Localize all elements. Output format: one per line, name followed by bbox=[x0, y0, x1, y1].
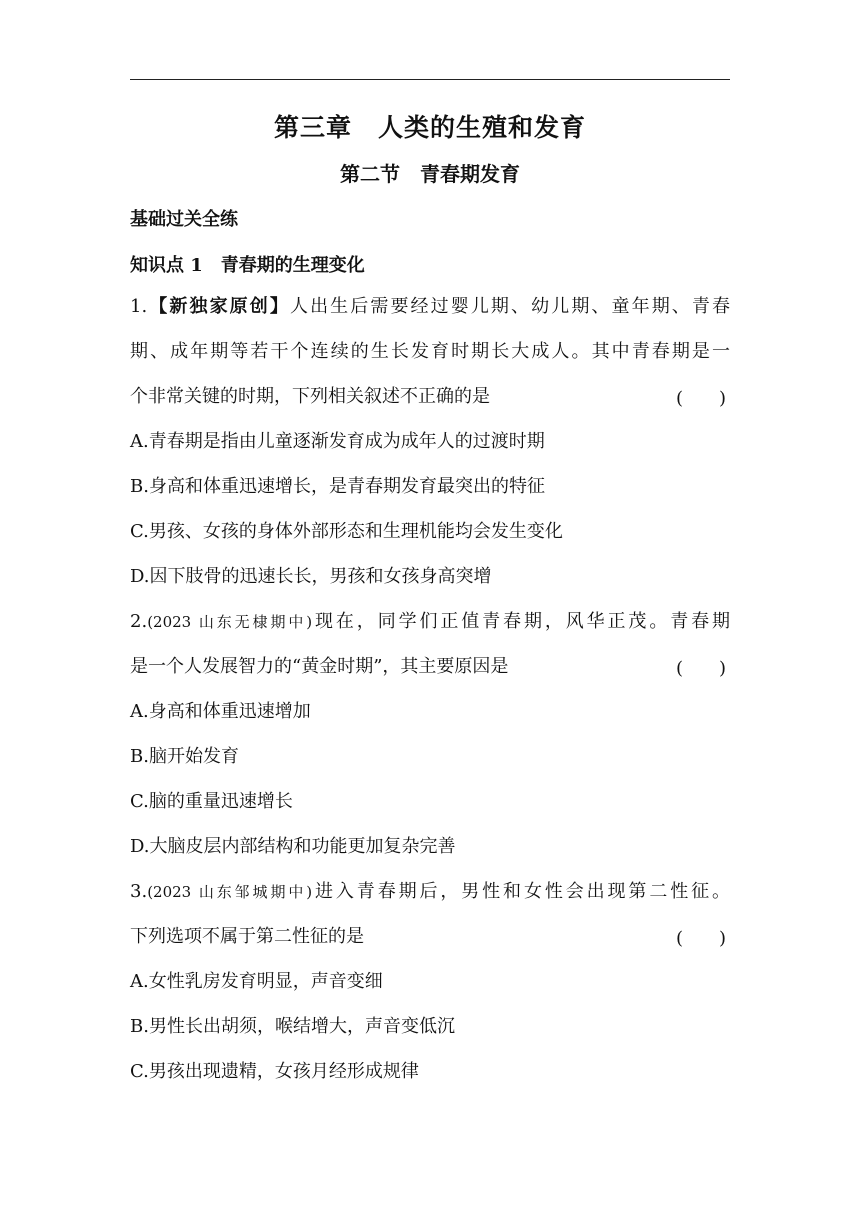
question-2-answer-blank: ( ) bbox=[676, 658, 727, 679]
question-2-source: (2023 山东无棣期中) bbox=[147, 613, 313, 631]
question-1-line-2: 期、成年期等若干个连续的生长发育时期长大成人。其中青春期是一 bbox=[130, 341, 730, 362]
question-2-option-c: C.脑的重量迅速增长 bbox=[130, 791, 293, 812]
section-title: 第二节 青春期发育 bbox=[340, 162, 520, 186]
question-3-line-2: 下列选项不属于第二性征的是 bbox=[130, 926, 364, 947]
question-1-option-d: D.因下肢骨的迅速长长，男孩和女孩身高突增 bbox=[130, 566, 492, 587]
question-2-option-d: D.大脑皮层内部结构和功能更加复杂完善 bbox=[130, 836, 456, 857]
question-2-stem-1: 现在，同学们正值青春期，风华正茂。青春期 bbox=[312, 611, 731, 632]
question-1-stem-1: 人出生后需要经过婴儿期、幼儿期、童年期、青春 bbox=[289, 296, 731, 317]
exercise-group-heading: 基础过关全练 bbox=[130, 209, 238, 230]
question-2-line-2: 是一个人发展智力的“黄金时期”，其主要原因是 bbox=[130, 656, 509, 677]
question-3-number: 3. bbox=[130, 881, 148, 902]
question-2-option-a: A.身高和体重迅速增加 bbox=[130, 701, 311, 722]
question-1-number: 1. bbox=[130, 296, 148, 317]
question-3-option-b: B.男性长出胡须，喉结增大，声音变低沉 bbox=[130, 1016, 455, 1037]
question-3-stem-1: 进入青春期后，男性和女性会出现第二性征。 bbox=[312, 881, 731, 902]
question-1-option-b: B.身高和体重迅速增长，是青春期发育最突出的特征 bbox=[130, 476, 545, 497]
question-1-option-a: A.青春期是指由儿童逐渐发育成为成年人的过渡时期 bbox=[130, 431, 545, 452]
chapter-title: 第三章 人类的生殖和发育 bbox=[273, 113, 586, 142]
question-1-line-1 bbox=[130, 294, 730, 320]
knowledge-point-heading: 知识点 1 青春期的生理变化 bbox=[130, 255, 365, 276]
question-3-source: (2023 山东邹城期中) bbox=[147, 883, 313, 901]
question-1-tag: 【新独家原创】 bbox=[147, 296, 290, 317]
question-3-answer-blank: ( ) bbox=[676, 928, 727, 949]
header-rule bbox=[130, 79, 730, 80]
question-1-line-3: 个非常关键的时期，下列相关叙述不正确的是 bbox=[130, 386, 490, 407]
question-2-option-b: B.脑开始发育 bbox=[130, 746, 239, 767]
question-3-option-c: C.男孩出现遗精，女孩月经形成规律 bbox=[130, 1061, 419, 1082]
question-1-option-c: C.男孩、女孩的身体外部形态和生理机能均会发生变化 bbox=[130, 521, 563, 542]
question-3-line-1 bbox=[130, 879, 730, 905]
question-1-answer-blank: ( ) bbox=[676, 388, 727, 409]
question-2-line-1 bbox=[130, 609, 730, 635]
question-3-option-a: A.女性乳房发育明显，声音变细 bbox=[130, 971, 383, 992]
question-2-number: 2. bbox=[130, 611, 148, 632]
